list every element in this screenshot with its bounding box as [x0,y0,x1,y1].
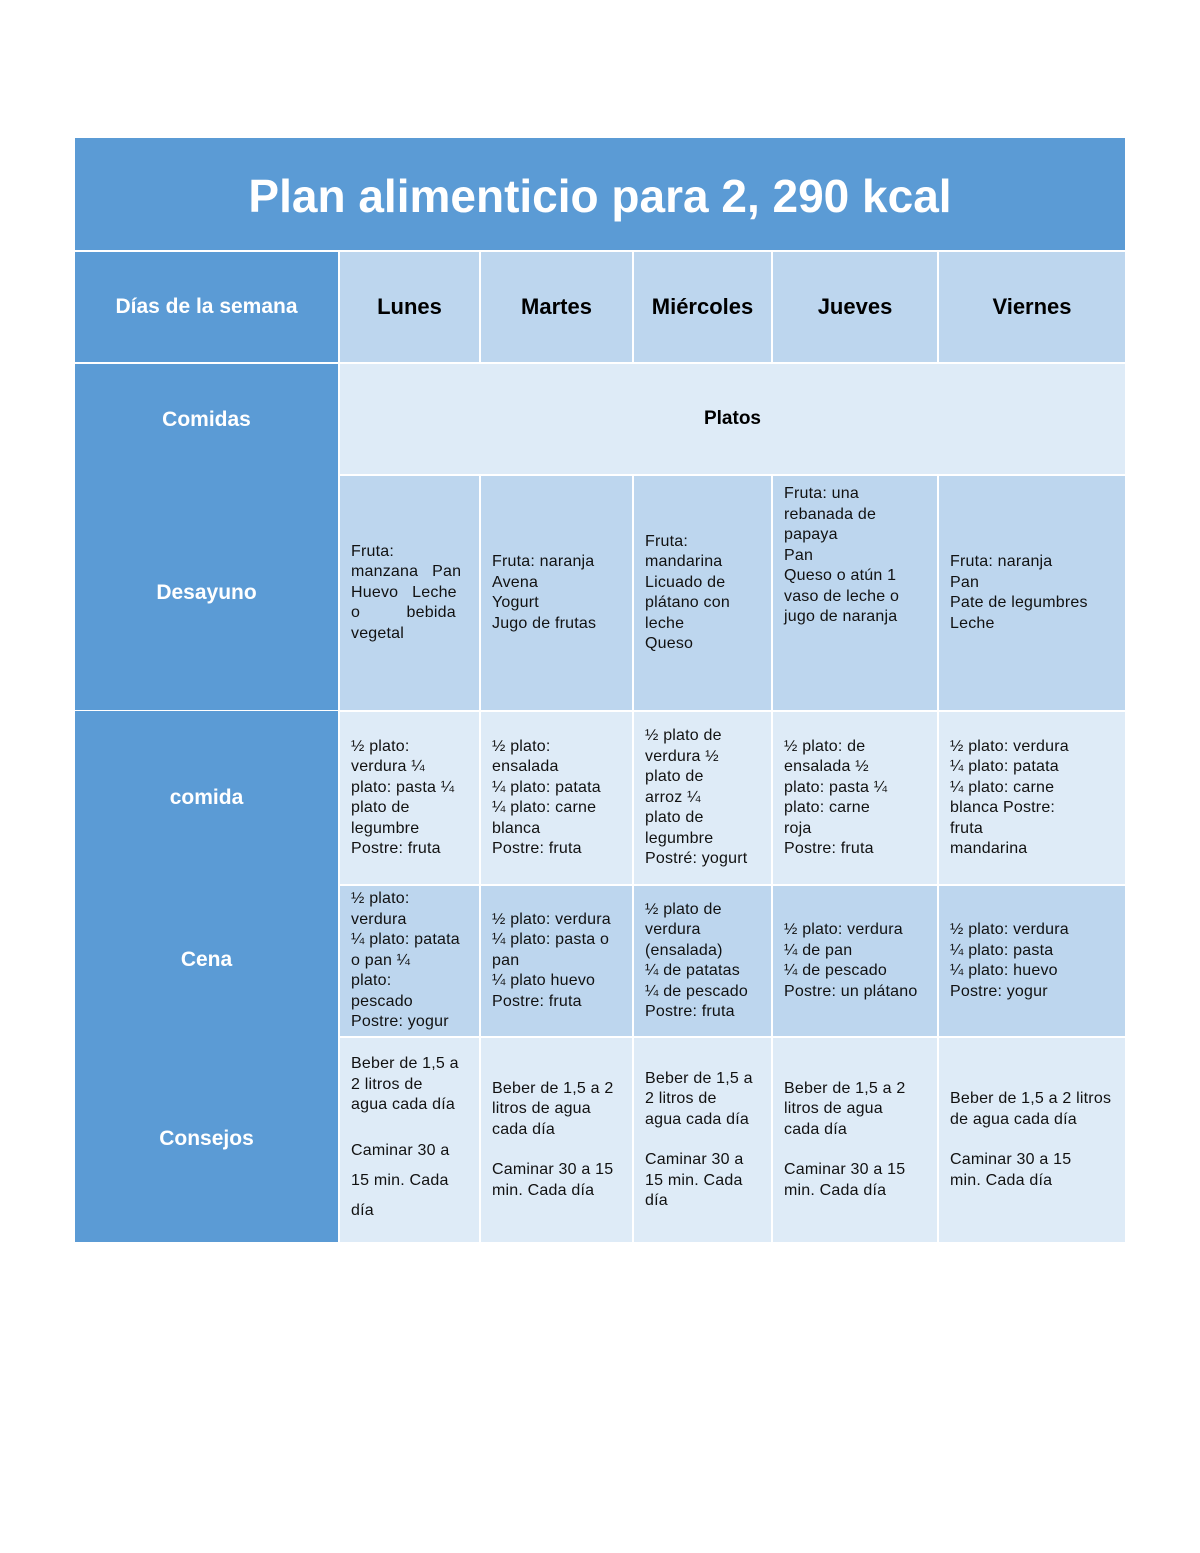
cell-text-line: ¼ de pescado [784,962,887,979]
cell-text-line: verdura ½ [645,747,719,765]
day-header-wednesday: Miércoles [632,250,771,362]
cell-cena-thursday [771,884,937,1036]
cell-consejos-thursday [771,1036,937,1242]
cell-text-line: Postre: un plátano [784,982,918,1000]
meals-desayuno-header [75,362,338,710]
cell-text-line: Fruta: [351,542,394,560]
cell-text-line: min. Cada día [950,1171,1053,1189]
cell-text-line: Postre: fruta [351,840,441,857]
cell-text-line: vaso de leche o [784,587,900,605]
cell-text-line: Avena [492,573,539,591]
cell-text-line: Postre: yogur [950,982,1048,1000]
cell-spacer [351,1116,473,1136]
cell-text-line: litros de agua [492,1100,591,1118]
cell-text-line: 2 litros de [645,1090,717,1107]
cell-spacer [492,1140,626,1160]
cell-text-line: Postre: yogur [351,1013,449,1031]
cell-text-line: mandarina [950,840,1028,857]
cell-text-line: cada día [784,1120,847,1138]
cell-text-line: fruta [950,819,984,837]
cell-text-line: ¼ plato huevo [492,972,596,990]
cell-text-line: Pan [950,573,980,591]
cell-text-line: manzana Pan [351,563,462,581]
cell-text-line: Huevo Leche [351,583,457,601]
cell-text-line: ensalada [492,758,559,775]
cell-text-line: Beber de 1,5 a [351,1055,459,1073]
cell-text-line: Caminar 30 a [351,1141,450,1159]
cell-text-line: ½ plato: verdura [950,737,1069,755]
cell-text-line: Fruta: naranja [950,553,1053,570]
cell-text-line: Fruta: [645,532,688,550]
cell-cena-wednesday [632,884,771,1036]
cell-text-line: verdura ¼ [351,758,425,775]
cell-text-line: ¼ de pan [784,941,853,959]
cell-comida-monday [338,710,479,884]
cell-text-line: min. Cada día [492,1181,595,1199]
cell-text-line: vegetal [351,624,404,642]
row-label-consejos: Consejos [75,1036,338,1242]
cell-text-line: ½ plato: [492,737,551,755]
cell-text-line: ½ plato: de [784,737,866,755]
cell-text-line: plato de [645,768,704,786]
cell-text-line: verdura [351,910,407,928]
cell-text-line: Pate de legumbres [950,594,1088,611]
cell-spacer [784,1140,931,1160]
cell-text-line: Caminar 30 a 15 [492,1161,614,1179]
cell-text-line: Postre: fruta [492,992,582,1010]
cell-text-line: o bebida [351,604,456,622]
cell-text-line: ¼ plato: huevo [950,962,1058,979]
cell-text-line: Postre: fruta [784,840,874,857]
cell-text-line: ¼ plato: pasta [950,941,1054,959]
cell-text-line: ½ plato: verdura [784,921,903,938]
day-header-thursday: Jueves [771,250,937,362]
cell-text-line: ¼ plato: pasta o [492,931,610,949]
cell-text-line: Postré: yogurt [645,850,748,868]
cell-text-line: ½ plato: verdura [950,921,1069,938]
cell-text-line: ¼ de patatas [645,962,740,979]
cell-comida-friday [937,710,1125,884]
cell-text-line: plato: pasta ¼ [351,778,455,796]
cell-text-line: ½ plato: [351,890,410,908]
cell-text-line: blanca Postre: [950,799,1056,816]
cell-text-line: (ensalada) [645,941,723,959]
cell-desayuno-monday [338,474,479,710]
cell-text-line: pescado [351,992,413,1010]
day-header-tuesday: Martes [479,250,632,362]
cell-text-line: Jugo de frutas [492,614,597,632]
cell-text-line: leche [645,614,685,632]
cell-spacer [950,1130,1119,1150]
cell-consejos-friday [937,1036,1125,1242]
cell-text-line: legumbre [645,829,714,847]
cell-text-line: ¼ plato: patata [351,931,460,949]
cell-text-line: blanca [492,819,541,837]
cell-cena-friday [937,884,1125,1036]
cell-text-line: Caminar 30 a 15 [784,1161,906,1179]
cell-consejos-tuesday [479,1036,632,1242]
cell-text-line: roja [784,819,812,837]
cell-text-line: ½ plato: verdura [492,910,611,928]
cell-text-line: ¼ plato: patata [492,778,601,796]
cell-text-line: o pan ¼ [351,951,411,969]
cell-text-line: pan [492,951,520,969]
cell-text-line: plato: [351,972,392,990]
row-label-desayuno: Desayuno [156,580,257,604]
cell-text-line: arroz ¼ [645,788,701,806]
cell-text-line: 15 min. Cada [351,1171,449,1189]
meals-label: Comidas [162,407,251,431]
cell-consejos-monday [338,1036,479,1242]
cell-text-line: cada día [492,1120,555,1138]
cell-text-line: Queso [645,635,694,652]
cell-text-line: ½ plato: [351,737,410,755]
cell-text-line: plato de [645,809,704,827]
cell-text-line: agua cada día [351,1096,456,1114]
cell-text-line: ensalada ½ [784,758,869,775]
cell-text-line: 15 min. Cada [645,1171,743,1189]
cell-text-line: Beber de 1,5 a [645,1069,753,1087]
cell-comida-wednesday [632,710,771,884]
days-of-week-label: Días de la semana [75,250,338,362]
cell-text-line: ¼ plato: carne [950,778,1055,796]
dishes-label: Platos [338,362,1125,474]
cell-text-line: Postre: fruta [645,1003,735,1020]
row-label-comida: comida [75,710,338,884]
cell-text-line: plato de [351,799,410,816]
cell-desayuno-friday [937,474,1125,710]
row-label-cena: Cena [75,884,338,1036]
cell-text-line: litros de agua [784,1100,883,1118]
cell-text-line: legumbre [351,819,420,837]
cell-consejos-wednesday [632,1036,771,1242]
cell-text-line: jugo de naranja [784,608,898,625]
day-header-friday: Viernes [937,250,1125,362]
cell-comida-thursday [771,710,937,884]
cell-text-line: rebanada de [784,505,877,523]
cell-text-line: Leche [950,614,995,632]
cell-text-line: Fruta: una [784,485,859,502]
cell-desayuno-thursday [771,474,937,710]
cell-text-line: ¼ de pescado [645,982,748,1000]
cell-text-line: 2 litros de [351,1075,423,1093]
cell-cena-tuesday [479,884,632,1036]
cell-text-line: plato: carne [784,799,871,816]
cell-text-line: verdura [645,921,701,938]
cell-text-line: Licuado de [645,573,726,591]
cell-text-line: min. Cada día [784,1181,887,1199]
cell-text-line: plátano con [645,594,730,611]
cell-text-line: Beber de 1,5 a 2 litros [950,1090,1112,1107]
cell-text-line: Queso o atún 1 [784,567,897,584]
cell-text-line: ½ plato de [645,727,722,745]
cell-text-line: Pan [784,546,814,564]
cell-text-line: ¼ plato: patata [950,758,1059,775]
cell-text-line: día [351,1201,374,1219]
cell-text-line: Caminar 30 a 15 [950,1151,1072,1168]
cell-desayuno-wednesday [632,474,771,710]
cell-spacer [645,1130,765,1150]
cell-text-line: Beber de 1,5 a 2 [784,1079,906,1097]
cell-comida-tuesday [479,710,632,884]
cell-text-line: Caminar 30 a [645,1151,744,1168]
cell-text-line: Postre: fruta [492,840,582,857]
cell-text-line: mandarina [645,553,723,570]
cell-text-line: día [645,1192,668,1209]
meal-plan-table [75,138,1125,1242]
cell-text-line: ¼ plato: carne [492,799,597,816]
cell-text-line: de agua cada día [950,1110,1077,1128]
cell-text-line: plato: pasta ¼ [784,778,888,796]
cell-text-line: papaya [784,526,838,543]
page-title: Plan alimenticio para 2, 290 kcal [75,138,1125,250]
cell-text-line: Beber de 1,5 a 2 [492,1079,614,1097]
cell-text-line: Fruta: naranja [492,553,595,570]
cell-text-line: Yogurt [492,594,539,611]
cell-text-line: agua cada día [645,1110,750,1128]
day-header-monday: Lunes [338,250,479,362]
cell-text-line: ½ plato de [645,900,722,918]
cell-desayuno-tuesday [479,474,632,710]
cell-cena-monday [338,884,479,1036]
